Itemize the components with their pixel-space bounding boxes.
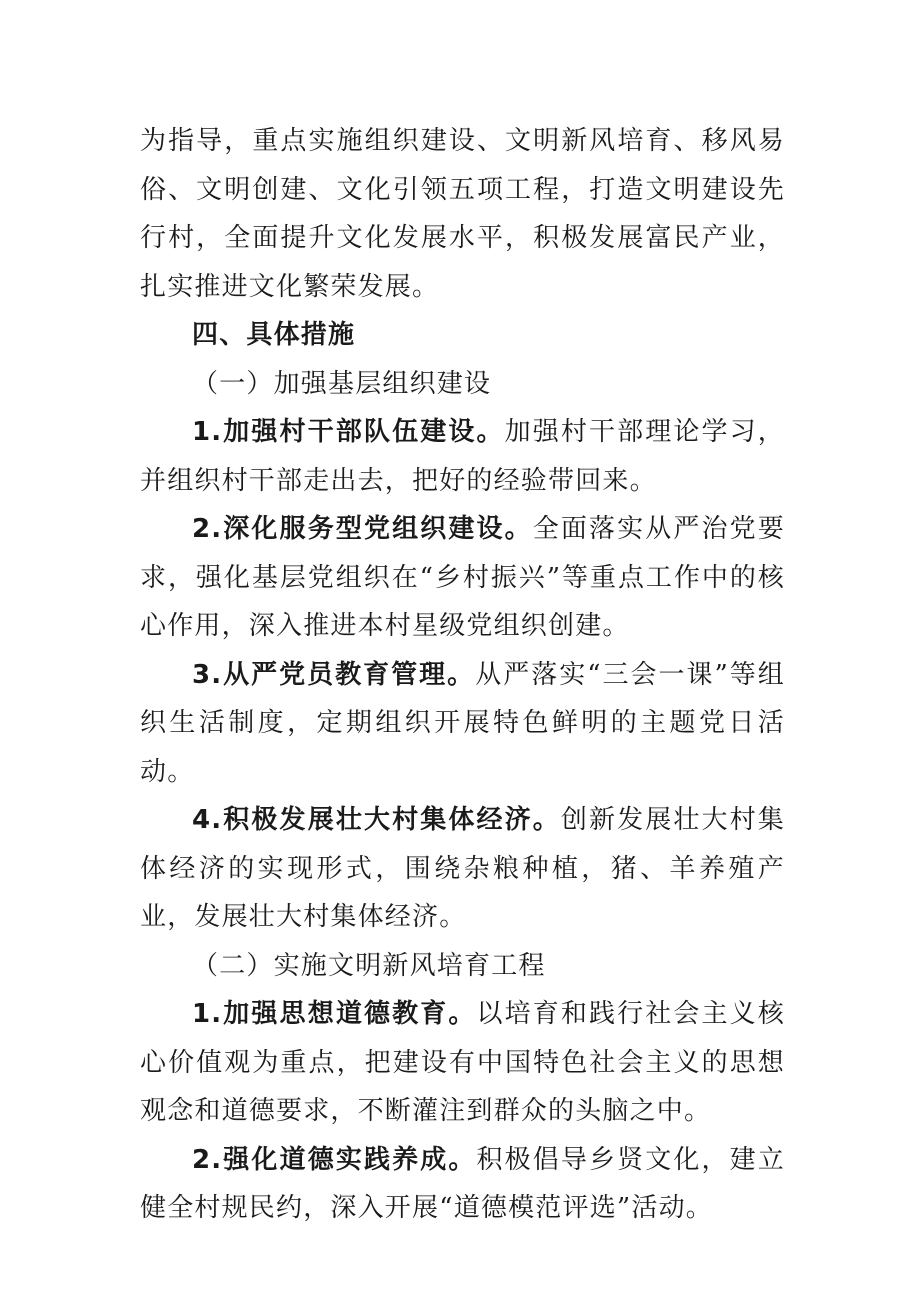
intro-paragraph: 为指导，重点实施组织建设、文明新风培育、移风易俗、文明创建、文化引领五项工程，打造文明建设先行村，全面提升文化发展水平，积极发展富民产业，扎实推进文化繁荣发展。 [140,126,785,302]
measure-body: 全面落实从严治党要求，强化基层党组织在“乡村振兴”等重点工作中的核心作用，深入推进本村星级党组织创建。 [140,514,785,641]
measure-body: 加强村干部理论学习，并组织村干部走出去，把好的经验带回来。 [140,417,785,496]
measure-lead: 2.深化服务型党组织建设。 [192,514,533,544]
measure-body: 积极倡导乡贤文化，建立健全村规民约，深入开展“道德模范评选”活动。 [140,1144,785,1223]
document-body [140,117,785,1233]
measure-item [140,408,785,505]
subsection-title-1: （一）加强基层组织建设 [192,368,492,399]
subsection-title-2: （二）实施文明新风培育工程 [192,950,546,981]
measure-lead: 1.加强村干部队伍建设。 [192,417,505,447]
measure-body: 从严落实“三会一课”等组织生活制度，定期组织开展特色鲜明的主题党日活动。 [140,659,786,787]
measure-item [140,651,785,797]
measure-item [140,1136,785,1233]
measure-item [140,796,785,942]
measure-item [140,505,785,651]
measure-lead: 2.强化道德实践养成。 [192,1144,477,1175]
measure-lead: 1.加强思想道德教育。 [192,999,477,1029]
measure-item [140,990,785,1136]
measure-lead: 3.从严党员教育管理。 [192,659,476,690]
measure-body: 以培育和践行社会主义核心价值观为重点，把建设有中国特色社会主义的思想观念和道德要求，不断灌注到群众的头脑之中。 [140,999,785,1126]
measure-lead: 4.积极发展壮大村集体经济。 [192,805,561,835]
measure-body: 创新发展壮大村集体经济的实现形式，围绕杂粮种植，猪、羊养殖产业，发展壮大村集体经济。 [140,805,785,932]
section-heading: 四、具体措施 [192,320,356,350]
